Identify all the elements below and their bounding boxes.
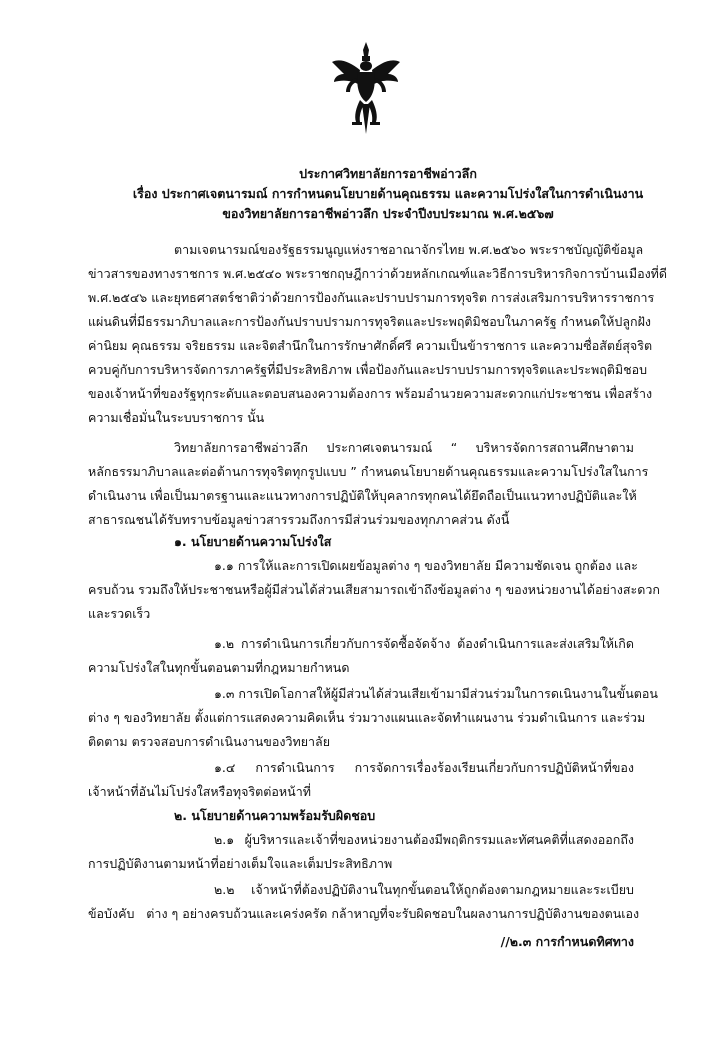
para1-line: ตามเจตนารมณ์ของรัฐธรรมนูญแห่งราชอาณาจักรไทย พ.ศ.๒๕๖๐ พระราชบัญญัติข้อมูล bbox=[174, 242, 644, 257]
item-1-4-line: ๑.๔ การดำเนินการ การจัดการเรื่องร้องเรียนเกี่ยวกับการปฏิบัติหน้าที่ของ bbox=[214, 760, 634, 775]
item-1-1-line: ๑.๑ การให้และการเปิดเผยข้อมูลต่าง ๆ ของวิทยาลัย มีความชัดเจน ถูกต้อง และ bbox=[214, 558, 638, 573]
para2-line: ดำเนินงาน เพื่อเป็นมาตรฐานและแนวทางการปฏิบัติให้บุคลากรทุกคนได้ยึดถือเป็นแนวทางปฏิบัติและให้ bbox=[88, 488, 637, 503]
item-2-1-line: การปฏิบัติงานตามหน้าที่อย่างเต็มใจและเต็มประสิทธิภาพ bbox=[88, 856, 393, 871]
item-1-2-line: ความโปร่งใสในทุกขั้นตอนตามที่กฎหมายกำหนด bbox=[88, 660, 350, 675]
para2-line: หลักธรรมาภิบาลและต่อต้านการทุจริตทุกรูปแบบ ” กำหนดนโยบายด้านคุณธรรมและความโปร่งใสในการ bbox=[88, 464, 649, 479]
garuda-emblem-icon bbox=[330, 40, 402, 140]
para1-line: ค่านิยม คุณธรรม จริยธรรม และจิตสำนึกในการรักษาศักดิ์ศรี ความเป็นข้าราชการ และความซื่อสัตย์สุจริต bbox=[88, 338, 653, 353]
announcement-subject-cont: ของวิทยาลัยการอาชีพอ่าวลึก ประจำปีงบประมาณ พ.ศ.๒๕๖๗ bbox=[222, 206, 554, 221]
para1-line: ของเจ้าหน้าที่ของรัฐทุกระดับและตอบสนองความต้องการ พร้อมอำนวยความสะดวกแก่ประชาชน เพื่อสร้าง bbox=[88, 386, 653, 401]
item-1-1-line: ครบถ้วน รวมถึงให้ประชาชนหรือผู้มีส่วนได้ส่วนเสียสามารถเข้าถึงข้อมูลต่าง ๆ ของหน่วยงานได้อย่างสะดวก bbox=[88, 582, 660, 597]
announcement-subject: เรื่อง ประกาศเจตนารมณ์ การกำหนดนโยบายด้านคุณธรรม และความโปร่งใสในการดำเนินงาน bbox=[132, 186, 644, 201]
para2-line: สาธารณชนได้รับทราบข้อมูลข่าวสารรวมถึงการมีส่วนร่วมของทุกภาคส่วน ดังนี้ bbox=[88, 512, 510, 527]
continuation-note: //๒.๓ การกำหนดทิศทาง bbox=[500, 934, 634, 949]
para1-line: ควบคู่กับการบริหารจัดการภาครัฐที่มีประสิทธิภาพ เพื่อป้องกันและปราบปรามการทุจริตและประพฤติมิชอบ bbox=[88, 362, 648, 377]
item-2-1-line: ๒.๑ ผู้บริหารและเจ้าที่ของหน่วยงานต้องมีพฤติกรรมและทัศนคติที่แสดงออกถึง bbox=[214, 832, 634, 847]
item-1-3-line: ต่าง ๆ ของวิทยาลัย ตั้งแต่การแสดงความคิดเห็น ร่วมวางแผนและจัดทำแผนงาน ร่วมดำเนินการ และร่วม bbox=[88, 710, 646, 725]
section1-title: ๑. นโยบายด้านความโปร่งใส bbox=[174, 534, 332, 549]
item-1-1-line: และรวดเร็ว bbox=[88, 606, 151, 621]
para1-line: แผ่นดินที่มีธรรมาภิบาลและการป้องกันปราบปรามการทุจริตและประพฤติมิชอบในภาครัฐ กำหนดให้ปลูกฝัง bbox=[88, 314, 651, 329]
item-1-4-line: เจ้าหน้าที่อันไม่โปร่งใสหรือทุจริตต่อหน้าที่ bbox=[88, 784, 311, 799]
item-2-2-line: ๒.๒ เจ้าหน้าที่ต้องปฏิบัติงานในทุกขั้นตอนให้ถูกต้องตามกฎหมายและระเบียบ bbox=[214, 882, 634, 897]
item-1-3-line: ติดตาม ตรวจสอบการดำเนินงานของวิทยาลัย bbox=[88, 734, 331, 749]
para1-line: ข่าวสารของทางราชการ พ.ศ.๒๕๔๐ พระราชกฤษฎีกาว่าด้วยหลักเกณฑ์และวิธีการบริหารกิจการบ้านเมืองที่ดี bbox=[88, 266, 668, 281]
announcement-title: ประกาศวิทยาลัยการอาชีพอ่าวลึก bbox=[299, 166, 477, 181]
section2-title: ๒. นโยบายด้านความพร้อมรับผิดชอบ bbox=[174, 808, 376, 823]
para1-line: ความเชื่อมั่นในระบบราชการ นั้น bbox=[88, 410, 265, 425]
item-1-3-line: ๑.๓ การเปิดโอกาสให้ผู้มีส่วนได้ส่วนเสียเข้ามามีส่วนร่วมในการดเนินงานในขั้นตอน bbox=[214, 686, 658, 701]
para1-line: พ.ศ.๒๕๔๖ และยุทธศาสตร์ชาติว่าด้วยการป้องกันและปราบปรามการทุจริต การส่งเสริมการบริหารราชการ bbox=[88, 290, 655, 305]
item-1-2-line: ๑.๒ การดำเนินการเกี่ยวกับการจัดซื้อจัดจ้าง ต้องดำเนินการและส่งเสริมให้เกิด bbox=[214, 636, 634, 651]
item-2-2-line: ข้อบังคับ ต่าง ๆ อย่างครบถ้วนและเคร่งครัด กล้าหาญที่จะรับผิดชอบในผลงานการปฏิบัติงานของตนเอง bbox=[88, 906, 640, 921]
para2-line: วิทยาลัยการอาชีพอ่าวลึก ประกาศเจตนารมณ์ “ บริหารจัดการสถานศึกษาตาม bbox=[174, 440, 634, 455]
